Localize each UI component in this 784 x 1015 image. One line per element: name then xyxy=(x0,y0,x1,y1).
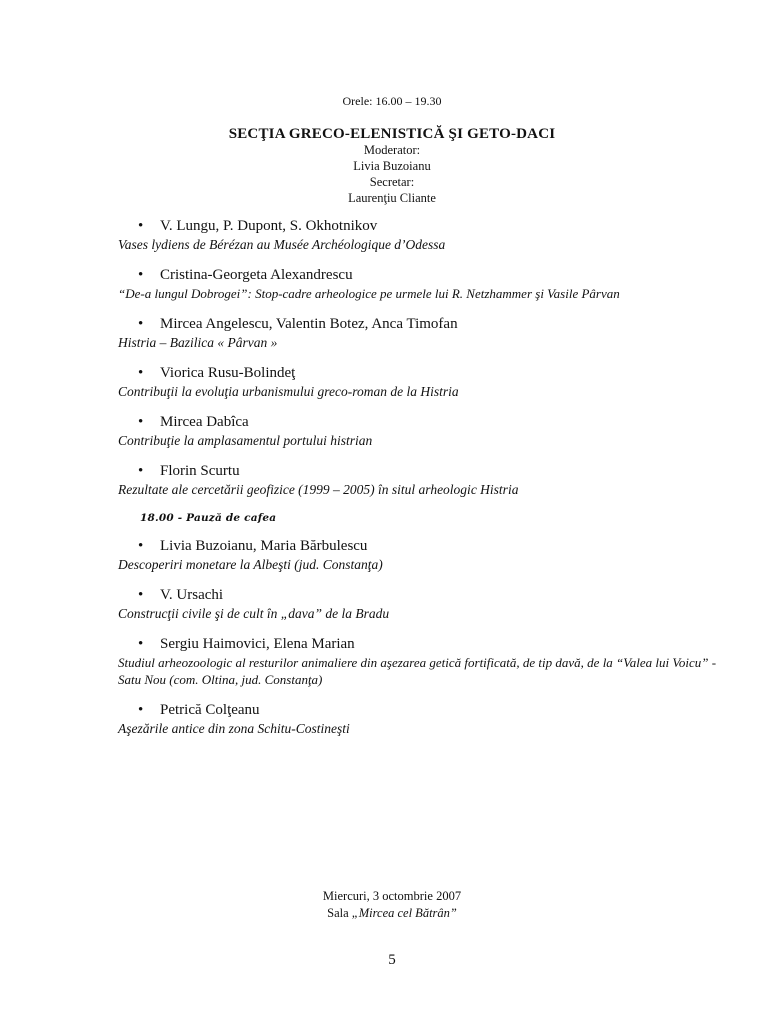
entry-title: Rezultate ale cercetării geofizice (1999 – 2005) în situl arheologic Histria xyxy=(118,482,519,497)
entry-authors: V. Lungu, P. Dupont, S. Okhotnikov xyxy=(160,218,378,234)
entry-title: “De-a lungul Dobrogei”: Stop-cadre arheologice pe urmele lui R. Netzhammer şi Vasile Pârvan xyxy=(118,286,620,301)
entry-authors: Mircea Dabîca xyxy=(160,414,249,430)
bullet-icon: • xyxy=(138,218,144,234)
entry-title: Contribuţie la amplasamentul portului histrian xyxy=(118,433,373,448)
bullet-icon: • xyxy=(138,463,144,479)
bullet-icon: • xyxy=(138,316,144,332)
moderator-name: Livia Buzoianu xyxy=(353,159,431,173)
footer-room-name: „Mircea cel Bătrân” xyxy=(351,906,457,920)
entry-title: Vases lydiens de Bérézan au Musée Archéologique d’Odessa xyxy=(118,237,446,252)
entry-title: Studiul arheozoologic al resturilor animaliere din aşezarea getică fortificată, de tip davă, de la “Valea lui Voicu” - Satu Nou (com. Oltina, jud. Constanţa) xyxy=(118,655,717,687)
bullet-icon: • xyxy=(138,636,144,652)
bullet-icon: • xyxy=(138,365,144,381)
entry-authors: Mircea Angelescu, Valentin Botez, Anca Timofan xyxy=(160,316,458,332)
entry-authors: V. Ursachi xyxy=(160,587,224,603)
list-item xyxy=(118,365,738,400)
entry-title: Construcţii civile şi de cult în „dava” de la Bradu xyxy=(118,606,390,621)
entry-title: Descoperiri monetare la Albeşti (jud. Constanţa) xyxy=(118,557,383,572)
session-header xyxy=(0,126,784,206)
list-item xyxy=(118,636,738,688)
entry-authors: Cristina-Georgeta Alexandrescu xyxy=(160,267,353,283)
bullet-icon: • xyxy=(138,587,144,603)
entry-authors: Livia Buzoianu, Maria Bărbulescu xyxy=(160,538,368,554)
footer xyxy=(0,888,784,922)
entry-authors: Petrică Colţeanu xyxy=(160,702,260,718)
bullet-icon: • xyxy=(138,702,144,718)
entry-title: Contribuţii la evoluţia urbanismului greco-roman de la Histria xyxy=(118,384,459,399)
bullet-icon: • xyxy=(138,538,144,554)
secretary-name: Laurenţiu Cliante xyxy=(348,191,436,205)
entry-title: Histria – Bazilica « Pârvan » xyxy=(118,335,278,350)
list-item xyxy=(118,463,738,498)
moderator-label: Moderator: xyxy=(363,143,421,157)
list-item xyxy=(118,538,738,573)
section-title: SECŢIA GRECO-ELENISTICĂ ŞI GETO-DACI xyxy=(228,126,556,142)
list-item xyxy=(118,414,738,449)
secretary-label: Secretar: xyxy=(369,175,415,189)
footer-room xyxy=(0,905,784,922)
list-item xyxy=(118,587,738,622)
entry-authors: Florin Scurtu xyxy=(160,463,240,479)
session-hours: Orele: 16.00 – 19.30 xyxy=(342,94,442,108)
footer-date: Miercuri, 3 octombrie 2007 xyxy=(322,889,462,903)
bullet-icon: • xyxy=(138,414,144,430)
list-item xyxy=(118,267,738,302)
page-number: 5 xyxy=(388,952,396,968)
entry-title: Aşezările antice din zona Schitu-Costineşti xyxy=(118,721,350,736)
entry-authors: Sergiu Haimovici, Elena Marian xyxy=(160,636,355,652)
entry-authors: Viorica Rusu-Bolindeţ xyxy=(160,365,296,381)
presentation-list xyxy=(118,218,738,751)
coffee-break-label: 18.00 - Pauză de cafea xyxy=(140,512,277,524)
bullet-icon: • xyxy=(138,267,144,283)
list-item xyxy=(118,702,738,737)
footer-room-prefix: Sala xyxy=(327,906,352,920)
list-item xyxy=(118,218,738,253)
list-item xyxy=(118,316,738,351)
